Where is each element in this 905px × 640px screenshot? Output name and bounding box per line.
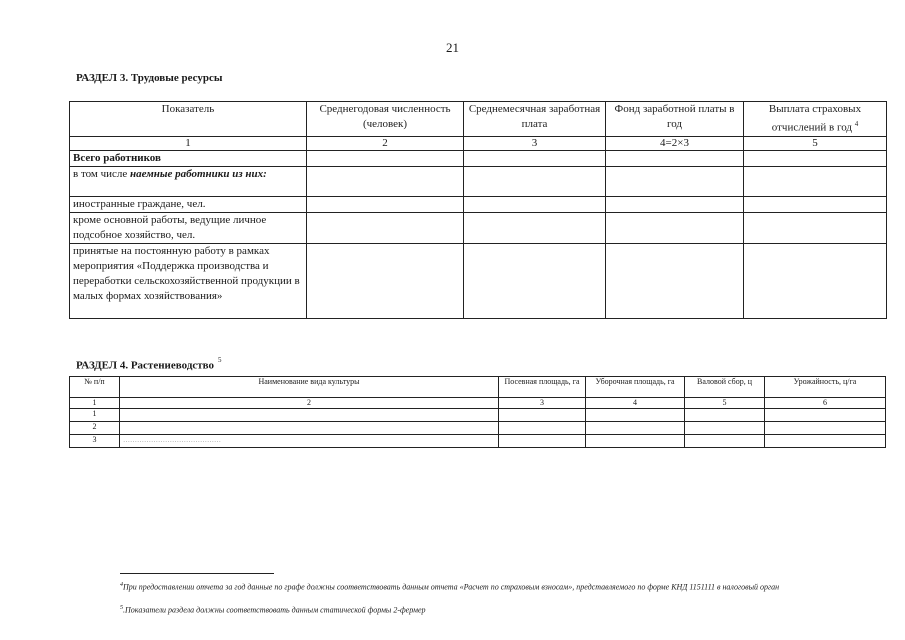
table-row bbox=[70, 435, 886, 448]
input-cell[interactable] bbox=[744, 166, 887, 196]
header-harvested-area: Уборочная площадь, га bbox=[586, 377, 685, 398]
input-cell[interactable] bbox=[499, 435, 586, 448]
section3-title bbox=[76, 72, 222, 84]
section4-title bbox=[76, 358, 222, 372]
crop-name-cell[interactable] bbox=[120, 409, 499, 422]
crop-production-table bbox=[69, 376, 886, 448]
row-label-permanent-hires: принятые на постоянную работу в рамках мероприятия «Поддержка производства и переработки сельскохозяйственной продукции в малых формах хозяйствования» bbox=[70, 243, 307, 318]
input-cell[interactable] bbox=[464, 243, 606, 318]
input-cell[interactable] bbox=[307, 166, 464, 196]
input-cell[interactable] bbox=[765, 435, 886, 448]
input-cell[interactable] bbox=[307, 196, 464, 212]
row-label-prefix: в том числе bbox=[73, 167, 128, 180]
footnote-4-text: При предоставлении отчета за год данные по графе должны соответствовать данным отчета «Расчет по страховым взносам», представляемого по форме КНД 1151111 в налоговый орган bbox=[123, 582, 780, 592]
column-number-row bbox=[70, 398, 886, 409]
footnote-5 bbox=[120, 603, 880, 616]
input-cell[interactable] bbox=[744, 212, 887, 243]
input-cell[interactable] bbox=[685, 409, 765, 422]
input-cell[interactable] bbox=[307, 212, 464, 243]
input-cell[interactable] bbox=[464, 150, 606, 166]
input-cell[interactable] bbox=[765, 409, 886, 422]
section4-title-text: РАЗДЕЛ 4. Растениеводство bbox=[76, 359, 215, 372]
header-sown-area: Посевная площадь, га bbox=[499, 377, 586, 398]
col-number: 1 bbox=[70, 136, 307, 150]
col-number: 5 bbox=[685, 398, 765, 409]
header-gross-yield: Валовой сбор, ц bbox=[685, 377, 765, 398]
input-cell[interactable] bbox=[586, 409, 685, 422]
table-row bbox=[70, 422, 886, 435]
col-number: 6 bbox=[765, 398, 886, 409]
col-number: 1 bbox=[70, 398, 120, 409]
header-insurance-label: Выплата страховых отчислений в год bbox=[768, 103, 862, 134]
header-productivity: Урожайность, ц/га bbox=[765, 377, 886, 398]
table-header-row bbox=[70, 102, 887, 137]
section3-title-text: РАЗДЕЛ 3. Трудовые ресурсы bbox=[76, 72, 223, 84]
footnote-4-mark: 4 bbox=[120, 582, 123, 588]
header-crop-name: Наименование вида культуры bbox=[120, 377, 499, 398]
row-label-emphasis: наемные работники из них: bbox=[130, 167, 267, 180]
row-number: 2 bbox=[70, 422, 120, 435]
col-number: 2 bbox=[307, 136, 464, 150]
input-cell[interactable] bbox=[464, 212, 606, 243]
footnote-4 bbox=[75, 580, 885, 593]
table-row bbox=[70, 243, 887, 318]
labor-resources-table bbox=[69, 101, 887, 319]
input-cell[interactable] bbox=[606, 166, 744, 196]
table-row bbox=[70, 166, 887, 196]
table-row bbox=[70, 409, 886, 422]
input-cell[interactable] bbox=[606, 150, 744, 166]
footnote-5-mark: 5 bbox=[120, 605, 123, 611]
input-cell[interactable] bbox=[606, 243, 744, 318]
table-row bbox=[70, 150, 887, 166]
header-indicator: Показатель bbox=[70, 102, 307, 137]
input-cell[interactable] bbox=[685, 422, 765, 435]
col-number: 4=2×3 bbox=[606, 136, 744, 150]
input-cell[interactable] bbox=[606, 196, 744, 212]
input-cell[interactable] bbox=[685, 435, 765, 448]
input-cell[interactable] bbox=[464, 166, 606, 196]
footnote-5-text: .Показатели раздела должны соответствовать данным статической формы 2-фермер bbox=[123, 605, 426, 615]
row-label-personal-farm: кроме основной работы, ведущие личное подсобное хозяйство, чел. bbox=[70, 212, 307, 243]
row-number: 1 bbox=[70, 409, 120, 422]
input-cell[interactable] bbox=[307, 150, 464, 166]
header-row-number: № п/п bbox=[70, 377, 120, 398]
input-cell[interactable] bbox=[744, 243, 887, 318]
col-number: 3 bbox=[499, 398, 586, 409]
table-header-row bbox=[70, 377, 886, 398]
input-cell[interactable] bbox=[499, 409, 586, 422]
input-cell[interactable] bbox=[307, 243, 464, 318]
col-number: 4 bbox=[586, 398, 685, 409]
page-number: 21 bbox=[446, 40, 459, 55]
header-insurance-payments bbox=[744, 102, 887, 137]
row-label-hired-workers bbox=[70, 166, 307, 196]
col-number: 2 bbox=[120, 398, 499, 409]
row-label-foreign-citizens: иностранные граждане, чел. bbox=[70, 196, 307, 212]
input-cell[interactable] bbox=[499, 422, 586, 435]
col-number: 5 bbox=[744, 136, 887, 150]
footnote-divider bbox=[120, 573, 274, 574]
crop-name-cell[interactable]: …………………………………… bbox=[120, 435, 499, 448]
header-avg-salary: Среднемесячная заработная плата bbox=[464, 102, 606, 137]
row-number: 3 bbox=[70, 435, 120, 448]
header-payroll-fund: Фонд заработной платы в год bbox=[606, 102, 744, 137]
col-number: 3 bbox=[464, 136, 606, 150]
input-cell[interactable] bbox=[586, 435, 685, 448]
input-cell[interactable] bbox=[586, 422, 685, 435]
input-cell[interactable] bbox=[606, 212, 744, 243]
footnote-ref-4: 4 bbox=[854, 120, 859, 128]
column-number-row bbox=[70, 136, 887, 150]
input-cell[interactable] bbox=[744, 196, 887, 212]
footnote-ref-5: 5 bbox=[218, 356, 222, 364]
input-cell[interactable] bbox=[765, 422, 886, 435]
row-label-total-workers: Всего работников bbox=[70, 150, 307, 166]
input-cell[interactable] bbox=[464, 196, 606, 212]
table-row bbox=[70, 196, 887, 212]
table-row bbox=[70, 212, 887, 243]
header-avg-headcount: Среднегодовая численность (человек) bbox=[307, 102, 464, 137]
input-cell[interactable] bbox=[744, 150, 887, 166]
crop-name-cell[interactable] bbox=[120, 422, 499, 435]
